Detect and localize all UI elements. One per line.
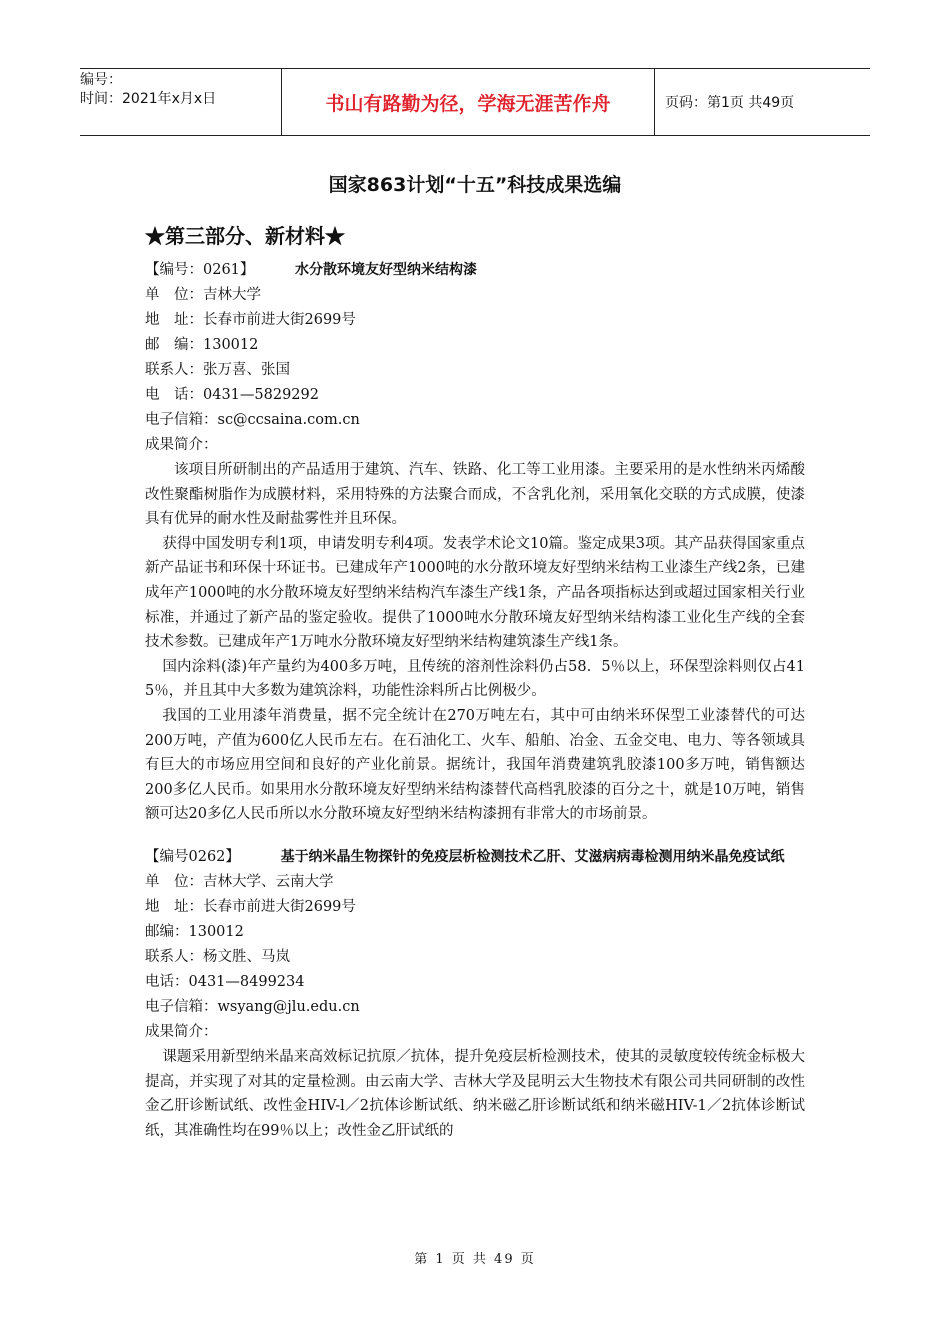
entry-paragraph: 该项目所研制出的产品适用于建筑、汽车、铁路、化工等工业用漆。主要采用的是水性纳米丙烯酸改性聚酯树脂作为成膜材料，采用特殊的方法聚合而成，不含乳化剂，采用氧化交联的方式成膜，使漆具有优异的耐水性及耐盐雾性并且环保。 xyxy=(145,462,805,528)
doc-number-label: 编号： xyxy=(80,72,122,88)
document-body xyxy=(145,258,805,1143)
entry-contact: 联系人：杨文胜、马岚 xyxy=(145,948,290,965)
header-page-info: 页码：第1页 共49页 xyxy=(665,95,795,111)
page-footer: 第 1 页 共 49 页 xyxy=(414,1252,536,1267)
page-header xyxy=(80,68,870,136)
header-motto: 书山有路勤为径，学海无涯苦作舟 xyxy=(281,69,655,135)
entry-paragraph: 国内涂料(漆)年产量约为400多万吨，且传统的溶剂性涂料仍占58．5％以上，环保型涂料则仅占41 5％，并且其中大多数为建筑涂料，功能性涂料所占比例极少。 xyxy=(145,658,805,700)
part-heading: ★第三部分、新材料★ xyxy=(145,224,345,248)
entry-paragraph: 我国的工业用漆年消费量，据不完全统计在270万吨左右，其中可由纳米环保型工业漆替代的可达200万吨，产值为600亿人民币左右。在石油化工、火车、船舶、冶金、五金交电、电力、等各领域具有巨大的市场应用空间和良好的产业化前景。据统计，我国年消费建筑乳胶漆100多万吨，销售额达200多亿人民币。如果用水分散环境友好型纳米结构漆替代高档乳胶漆的百分之十，就是10万吨，销售额可达20多亿人民币所以水分散环境友好型纳米结构漆拥有非常大的市场前景。 xyxy=(145,707,805,823)
entry-number: 【编号：0261】 xyxy=(145,262,255,278)
entry-phone: 电 话：0431—5829292 xyxy=(145,387,319,403)
entry-unit: 单 位：吉林大学、云南大学 xyxy=(145,873,334,890)
entry-paragraph: 课题采用新型纳米晶来高效标记抗原／抗体，提升免疫层析检测技术，使其的灵敏度较传统金标极大提高，并实现了对其的定量检测。由云南大学、吉林大学及昆明云大生物技术有限公司共同研制的改性金乙肝诊断试纸、改性金HIV-l／2抗体诊断试纸、纳米磁乙肝诊断试纸和纳米磁HIV-1／2抗体诊断试纸，其准确性均在99％以上；改性金乙肝试纸的 xyxy=(145,1048,805,1139)
document-title: 国家863计划“十五”科技成果选编 xyxy=(328,174,622,196)
entry-summary-label: 成果简介： xyxy=(145,437,218,453)
entry-address: 地 址：长春市前进大街2699号 xyxy=(145,898,356,915)
entry-phone: 电话：0431—8499234 xyxy=(145,973,305,990)
entry-unit: 单 位：吉林大学 xyxy=(145,287,261,303)
entry-name: 水分散环境友好型纳米结构漆 xyxy=(295,262,477,278)
header-meta xyxy=(80,69,281,135)
entry-paragraph: 获得中国发明专利1项，申请发明专利4项。发表学术论文10篇。鉴定成果3项。其产品获得国家重点新产品证书和环保十环证书。已建成年产1000吨的水分散环境友好型纳米结构工业漆生产线2条，已建成年产1000吨的水分散环境友好型纳米结构汽车漆生产线1条，产品各项指标达到或超过国家相关行业标准，并通过了新产品的鉴定验收。提供了1000吨水分散环境友好型纳米结构漆工业化生产线的全套技术参数。已建成年产1万吨水分散环境友好型纳米结构建筑漆生产线1条。 xyxy=(145,535,805,651)
entry-0261 xyxy=(145,258,805,827)
entry-address: 地 址：长春市前进大街2699号 xyxy=(145,312,356,328)
entry-postcode: 邮 编：130012 xyxy=(145,337,259,353)
entry-email: 电子信箱：wsyang@jlu.edu.cn xyxy=(145,998,360,1015)
date-label: 时间：2021年x月x日 xyxy=(80,91,217,107)
entry-contact: 联系人：张万喜、张国 xyxy=(145,362,290,378)
entry-heading xyxy=(145,258,805,283)
entry-summary-label: 成果简介： xyxy=(145,1023,218,1040)
entry-0262 xyxy=(145,845,805,1143)
entry-email: 电子信箱：sc@ccsaina.com.cn xyxy=(145,412,360,428)
entry-heading xyxy=(145,845,805,870)
entry-postcode: 邮编：130012 xyxy=(145,923,244,940)
entry-name: 基于纳米晶生物探针的免疫层析检测技术乙肝、艾滋病病毒检测用纳米晶免疫试纸 xyxy=(280,848,785,865)
entry-number: 【编号0262】 xyxy=(145,848,240,865)
